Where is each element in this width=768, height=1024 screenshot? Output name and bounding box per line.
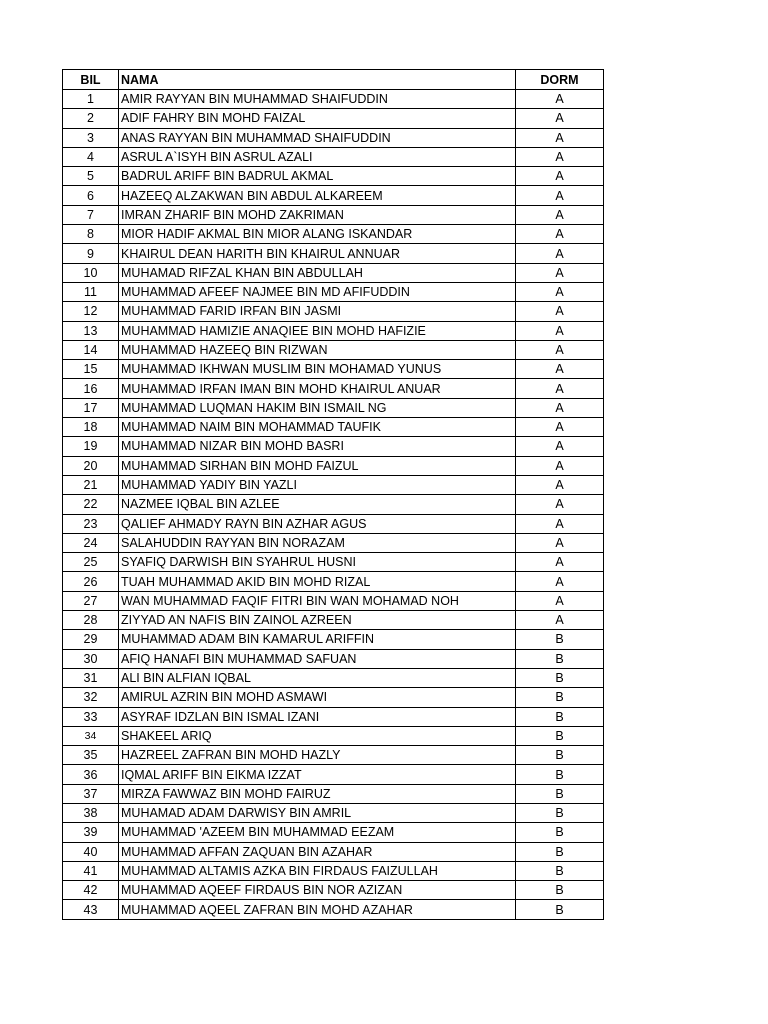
row-dorm: A <box>516 611 604 630</box>
row-bil: 27 <box>63 591 119 610</box>
table-row <box>63 205 604 224</box>
row-bil: 10 <box>63 263 119 282</box>
row-bil: 21 <box>63 475 119 494</box>
row-dorm: A <box>516 90 604 109</box>
table-row <box>63 302 604 321</box>
table-row <box>63 803 604 822</box>
row-bil: 5 <box>63 167 119 186</box>
row-bil: 39 <box>63 823 119 842</box>
row-bil: 37 <box>63 784 119 803</box>
row-bil: 43 <box>63 900 119 919</box>
row-bil: 11 <box>63 282 119 301</box>
row-dorm: B <box>516 707 604 726</box>
row-nama: MUHAMMAD LUQMAN HAKIM BIN ISMAIL NG <box>119 398 516 417</box>
row-bil: 6 <box>63 186 119 205</box>
row-bil: 34 <box>63 726 119 745</box>
table-row <box>63 398 604 417</box>
table-row <box>63 360 604 379</box>
row-nama: MUHAMMAD NAIM BIN MOHAMMAD TAUFIK <box>119 418 516 437</box>
row-nama: HAZEEQ ALZAKWAN BIN ABDUL ALKAREEM <box>119 186 516 205</box>
row-dorm: A <box>516 437 604 456</box>
table-row <box>63 630 604 649</box>
row-bil: 4 <box>63 147 119 166</box>
table-row <box>63 514 604 533</box>
row-nama: MUHAMMAD YADIY BIN YAZLI <box>119 475 516 494</box>
row-nama: IMRAN ZHARIF BIN MOHD ZAKRIMAN <box>119 205 516 224</box>
row-dorm: B <box>516 746 604 765</box>
row-bil: 1 <box>63 90 119 109</box>
header-bil: BIL <box>63 70 119 90</box>
row-dorm: A <box>516 244 604 263</box>
row-nama: MIRZA FAWWAZ BIN MOHD FAIRUZ <box>119 784 516 803</box>
row-bil: 42 <box>63 881 119 900</box>
row-bil: 26 <box>63 572 119 591</box>
row-bil: 15 <box>63 360 119 379</box>
row-dorm: A <box>516 167 604 186</box>
row-nama: HAZREEL ZAFRAN BIN MOHD HAZLY <box>119 746 516 765</box>
row-bil: 17 <box>63 398 119 417</box>
table-row <box>63 842 604 861</box>
row-nama: ASYRAF IDZLAN BIN ISMAL IZANI <box>119 707 516 726</box>
row-bil: 33 <box>63 707 119 726</box>
row-dorm: B <box>516 765 604 784</box>
row-bil: 24 <box>63 533 119 552</box>
row-dorm: B <box>516 688 604 707</box>
table-row <box>63 668 604 687</box>
row-bil: 36 <box>63 765 119 784</box>
row-nama: ADIF FAHRY BIN MOHD FAIZAL <box>119 109 516 128</box>
row-nama: AMIR RAYYAN BIN MUHAMMAD SHAIFUDDIN <box>119 90 516 109</box>
row-nama: WAN MUHAMMAD FAQIF FITRI BIN WAN MOHAMAD NOH <box>119 591 516 610</box>
row-dorm: B <box>516 668 604 687</box>
row-bil: 3 <box>63 128 119 147</box>
row-dorm: A <box>516 302 604 321</box>
row-nama: MUHAMMAD ALTAMIS AZKA BIN FIRDAUS FAIZULLAH <box>119 861 516 880</box>
table-row <box>63 282 604 301</box>
row-bil: 31 <box>63 668 119 687</box>
row-dorm: A <box>516 418 604 437</box>
row-bil: 35 <box>63 746 119 765</box>
row-dorm: A <box>516 379 604 398</box>
row-bil: 29 <box>63 630 119 649</box>
row-dorm: A <box>516 572 604 591</box>
table-row <box>63 225 604 244</box>
row-nama: MUHAMMAD IRFAN IMAN BIN MOHD KHAIRUL ANUAR <box>119 379 516 398</box>
row-dorm: B <box>516 726 604 745</box>
table-row <box>63 765 604 784</box>
row-dorm: A <box>516 495 604 514</box>
table-row <box>63 553 604 572</box>
row-dorm: A <box>516 128 604 147</box>
row-dorm: A <box>516 591 604 610</box>
row-nama: MUHAMMAD IKHWAN MUSLIM BIN MOHAMAD YUNUS <box>119 360 516 379</box>
student-dorm-table <box>62 69 604 920</box>
row-dorm: A <box>516 282 604 301</box>
row-nama: MUHAMMAD ADAM BIN KAMARUL ARIFFIN <box>119 630 516 649</box>
row-dorm: B <box>516 861 604 880</box>
table-row <box>63 128 604 147</box>
table-row <box>63 263 604 282</box>
row-nama: SYAFIQ DARWISH BIN SYAHRUL HUSNI <box>119 553 516 572</box>
table-row <box>63 475 604 494</box>
row-bil: 12 <box>63 302 119 321</box>
header-dorm: DORM <box>516 70 604 90</box>
row-bil: 32 <box>63 688 119 707</box>
row-nama: ANAS RAYYAN BIN MUHAMMAD SHAIFUDDIN <box>119 128 516 147</box>
row-dorm: B <box>516 900 604 919</box>
row-nama: MUHAMMAD AFEEF NAJMEE BIN MD AFIFUDDIN <box>119 282 516 301</box>
row-nama: IQMAL ARIFF BIN EIKMA IZZAT <box>119 765 516 784</box>
row-dorm: A <box>516 475 604 494</box>
row-nama: SALAHUDDIN RAYYAN BIN NORAZAM <box>119 533 516 552</box>
table-row <box>63 572 604 591</box>
row-nama: MUHAMMAD HAMIZIE ANAQIEE BIN MOHD HAFIZIE <box>119 321 516 340</box>
row-nama: AFIQ HANAFI BIN MUHAMMAD SAFUAN <box>119 649 516 668</box>
row-nama: MUHAMMAD FARID IRFAN BIN JASMI <box>119 302 516 321</box>
row-nama: SHAKEEL ARIQ <box>119 726 516 745</box>
row-bil: 28 <box>63 611 119 630</box>
row-dorm: A <box>516 553 604 572</box>
row-nama: QALIEF AHMADY RAYN BIN AZHAR AGUS <box>119 514 516 533</box>
row-bil: 30 <box>63 649 119 668</box>
header-row <box>63 70 604 90</box>
row-dorm: B <box>516 630 604 649</box>
table-row <box>63 340 604 359</box>
row-bil: 16 <box>63 379 119 398</box>
row-dorm: A <box>516 398 604 417</box>
row-dorm: A <box>516 321 604 340</box>
table-row <box>63 495 604 514</box>
row-bil: 23 <box>63 514 119 533</box>
table-body <box>63 90 604 920</box>
row-nama: MUHAMMAD 'AZEEM BIN MUHAMMAD EEZAM <box>119 823 516 842</box>
row-nama: AMIRUL AZRIN BIN MOHD ASMAWI <box>119 688 516 707</box>
row-bil: 7 <box>63 205 119 224</box>
table-row <box>63 784 604 803</box>
row-dorm: B <box>516 823 604 842</box>
row-bil: 19 <box>63 437 119 456</box>
row-bil: 25 <box>63 553 119 572</box>
row-nama: KHAIRUL DEAN HARITH BIN KHAIRUL ANNUAR <box>119 244 516 263</box>
table-row <box>63 688 604 707</box>
table-header <box>63 70 604 90</box>
table-row <box>63 147 604 166</box>
table-row <box>63 167 604 186</box>
table-row <box>63 726 604 745</box>
row-dorm: A <box>516 360 604 379</box>
row-dorm: A <box>516 340 604 359</box>
row-dorm: A <box>516 456 604 475</box>
row-nama: MUHAMMAD HAZEEQ BIN RIZWAN <box>119 340 516 359</box>
header-nama: NAMA <box>119 70 516 90</box>
row-nama: ZIYYAD AN NAFIS BIN ZAINOL AZREEN <box>119 611 516 630</box>
row-bil: 22 <box>63 495 119 514</box>
row-bil: 41 <box>63 861 119 880</box>
row-dorm: A <box>516 205 604 224</box>
row-dorm: A <box>516 514 604 533</box>
row-dorm: A <box>516 147 604 166</box>
table-row <box>63 321 604 340</box>
table-row <box>63 649 604 668</box>
row-bil: 2 <box>63 109 119 128</box>
row-nama: MUHAMMAD NIZAR BIN MOHD BASRI <box>119 437 516 456</box>
row-nama: MUHAMMAD AQEEL ZAFRAN BIN MOHD AZAHAR <box>119 900 516 919</box>
row-bil: 8 <box>63 225 119 244</box>
row-nama: ASRUL A`ISYH BIN ASRUL AZALI <box>119 147 516 166</box>
row-nama: BADRUL ARIFF BIN BADRUL AKMAL <box>119 167 516 186</box>
row-nama: MIOR HADIF AKMAL BIN MIOR ALANG ISKANDAR <box>119 225 516 244</box>
table-row <box>63 456 604 475</box>
row-nama: MUHAMAD RIFZAL KHAN BIN ABDULLAH <box>119 263 516 282</box>
row-dorm: A <box>516 225 604 244</box>
table-row <box>63 90 604 109</box>
table-row <box>63 244 604 263</box>
row-dorm: A <box>516 186 604 205</box>
table-row <box>63 823 604 842</box>
table-row <box>63 533 604 552</box>
row-bil: 38 <box>63 803 119 822</box>
table-row <box>63 379 604 398</box>
table-row <box>63 186 604 205</box>
table-row <box>63 861 604 880</box>
table-row <box>63 881 604 900</box>
row-nama: MUHAMMAD SIRHAN BIN MOHD FAIZUL <box>119 456 516 475</box>
row-nama: TUAH MUHAMMAD AKID BIN MOHD RIZAL <box>119 572 516 591</box>
row-dorm: B <box>516 649 604 668</box>
row-bil: 9 <box>63 244 119 263</box>
table-row <box>63 746 604 765</box>
table-row <box>63 591 604 610</box>
row-nama: MUHAMAD ADAM DARWISY BIN AMRIL <box>119 803 516 822</box>
row-bil: 20 <box>63 456 119 475</box>
row-dorm: B <box>516 881 604 900</box>
row-dorm: A <box>516 533 604 552</box>
row-nama: MUHAMMAD AFFAN ZAQUAN BIN AZAHAR <box>119 842 516 861</box>
row-bil: 18 <box>63 418 119 437</box>
row-bil: 14 <box>63 340 119 359</box>
row-dorm: B <box>516 784 604 803</box>
row-bil: 40 <box>63 842 119 861</box>
row-nama: MUHAMMAD AQEEF FIRDAUS BIN NOR AZIZAN <box>119 881 516 900</box>
row-nama: ALI BIN ALFIAN IQBAL <box>119 668 516 687</box>
row-bil: 13 <box>63 321 119 340</box>
row-dorm: B <box>516 803 604 822</box>
table-row <box>63 611 604 630</box>
table-row <box>63 900 604 919</box>
row-nama: NAZMEE IQBAL BIN AZLEE <box>119 495 516 514</box>
table-row <box>63 418 604 437</box>
row-dorm: A <box>516 109 604 128</box>
table-row <box>63 437 604 456</box>
table-row <box>63 707 604 726</box>
row-dorm: A <box>516 263 604 282</box>
row-dorm: B <box>516 842 604 861</box>
table-row <box>63 109 604 128</box>
